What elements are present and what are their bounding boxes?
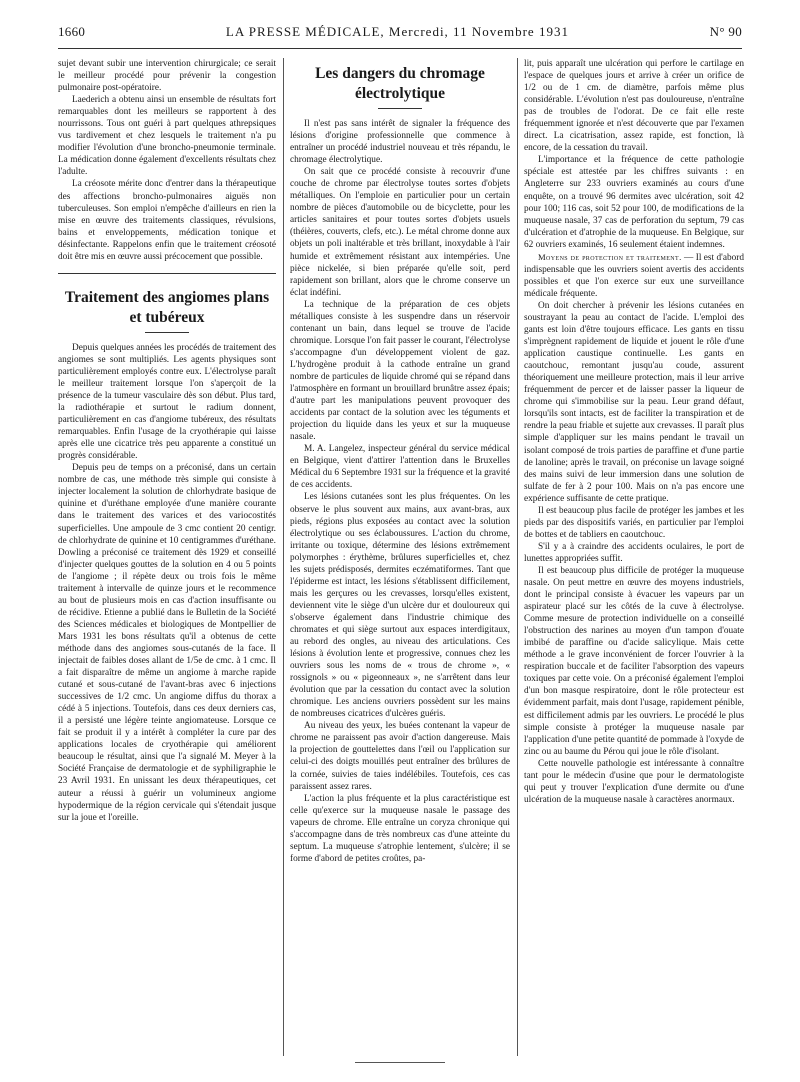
paragraph: Cette nouvelle pathologie est intéressante à connaître tant pour le médecin d'usine que pour le dermatologiste qui peut y trouver l'explication d'une dermite ou d'une ulcération de la muqueuse nasale à caractères anormaux. <box>524 758 744 805</box>
paragraph: Il est beaucoup plus difficile de protéger la muqueuse nasale. On peut mettre en œuvre des moyens industriels, dont le principal consiste à évacuer les vapeurs par un aspirateur placé sur les côtés de la cuve à électrolyse. Comme mesure de protection individuelle on a conseillé l'obstruction des narines au moyen d'un tampon d'ouate imbibé de paraffine ou d'acide salicylique. Mais cette méthode a le grave inconvénient de forcer l'ouvrier à la respiration buccale et de faciliter l'absorption des vapeurs toxiques par cette voie. On a préconisé également l'emploi d'un bon masque respiratoire, dont le rôle protecteur est évidemment parfait, mais dont l'usage, rapidement pénible, est difficilement admis par les ouvriers. Le procédé le plus simple consiste à protéger la muqueuse nasale par l'application d'une petite quantité de pommade à l'oxyde de zinc ou au baume du Pérou qui joue le rôle d'isolant. <box>524 565 744 757</box>
paragraph-with-subhead: Moyens de protection et traitement. — Il est d'abord indispensable que les ouvriers soient avertis des accidents possibles et que l'on exerce sur eux une surveillance médicale fréquente. <box>524 251 744 299</box>
running-title: LA PRESSE MÉDICALE, Mercredi, 11 Novembre 1931 <box>225 24 569 39</box>
column-rule-2 <box>517 58 518 1056</box>
column-rule-1 <box>283 58 284 1056</box>
paragraph: lit, puis apparaît une ulcération qui perfore le cartilage en l'espace de quelques jours et arrive à créer un orifice de 1/2 ou de 1 cm. de diamètre, parfois même plus considérable. L'évolution n'est pas douloureuse, n'entraîne pas de troubles de l'odorat. De ce fait elle reste fréquemment ignorée et n'est découverte que par l'examen direct. La cicatrisation, assez rapide, est fonction, là encore, de la cessation du travail. <box>524 59 744 154</box>
paragraph: Depuis quelques années les procédés de traitement des angiomes se sont multipliés. Les agents physiques sont particulièrement employés contre eux. L'électrolyse paraît le meilleur traitement lorsque l'on s'aperçoit de la présence de la tumeur vasculaire dès son début. Plus tard, la radiothérapie et surtout le radium donnent, particulièrement en cas d'angiome tubéreux, des résultats remarquables. Enfin l'usage de la cryothérapie qui laisse après elle une cicatrice très peu apparente a constitué un progrès considérable. <box>58 342 276 462</box>
bottom-rule <box>355 1062 445 1063</box>
article-title-angiomes: Traitement des angiomes plans et tubéreux <box>64 288 270 326</box>
paragraph: On sait que ce procédé consiste à recouvrir d'une couche de chrome par électrolyse toutes sortes d'objets métalliques. On l'emploie en particulier pour un certain nombre de pièces d'automobile ou de bicyclette, pour les articles sanitaires et pour toutes sortes d'objets usuels (théières, couverts, clefs, etc.). Le métal chrome donne aux objets un poli inaltérable et très brillant, inoxydable à l'air humide et extrêmement résistant aux intempéries. Une pièce nickelée, si bien préparée qu'elle soit, perd rapidement son brillant, alors que le chrome conserve un éclat indéfini. <box>290 167 510 298</box>
article-separator <box>58 273 276 274</box>
paragraph: Les lésions cutanées sont les plus fréquentes. On les observe le plus souvent aux mains, aux avant-bras, aux pieds, régions plus exposées au contact avec la solution électrolytique ou ses éclaboussures. L'action du chrome, irritante ou toxique, détermine des lésions extrêmement polymorphes : érythème, brûlures superficielles et, chez les sujets prédisposés, dermites eczématiformes. Tant que l'épiderme est intact, les lésions s'établissent difficilement, mais les gerçures ou les crevasses, lorsqu'elles existent, deviennent vite le siège d'un ulcère dur et douloureux qui s'observe également dans l'industrie chimique des chromates et qui siège surtout aux espaces interdigitaux, au rebord des ongles, au niveau des articulations. Ces lésions à évolution lente et progressive, connues chez les ouvriers sous les noms de « trous de chrome », « rossignols » ou « pigeonneaux », ne s'arrêtent dans leur évolution que par la cessation du contact avec la solution chromique. Les anciens ouvriers possèdent sur les mains de nombreuses cicatrices d'ulcères guéris. <box>290 492 510 720</box>
paragraph: On doit chercher à prévenir les lésions cutanées en soustrayant la peau au contact de l'acide. L'emploi des gants est loin d'être toujours efficace. Les gants en tissu s'imprègnent rapidement de liquide et jouent le rôle d'une application caustique continuelle. Les gants en caoutchouc, remontant jusqu'au coude, assurent théoriquement une meilleure protection, mais il leur arrive fréquemment de percer et de laisser passer la liqueur de chrome qui s'immobilise sur la peau. Leur grand défaut, lorsqu'ils sont intacts, est de faciliter la transpiration et de rendre la peau friable et sujette aux crevasses. Il paraît plus simple d'appliquer sur les mains pendant le travail un isolant composé de trois parties de paraffine et d'une partie de lanoline; après le travail, on préconise un lavage soigné des mains suivi de leur immersion dans une solution de sulfate de fer à 2 pour 100. Mais on n'a pas encore une expérience suffisante de cette pratique. <box>524 300 744 504</box>
paragraph: La créosote mérite donc d'entrer dans la thérapeutique des affections broncho-pulmonaires aiguës non tuberculeuses. Son emploi n'empêche d'ailleurs en rien la mise en œuvre des traitements classiques, révulsions, bains et enveloppements, médication tonique et désinfectante. Rappelons enfin que le traitement créosoté doit être mis en œuvre aussi précocement que possible. <box>58 179 276 262</box>
paragraph: L'action la plus fréquente et la plus caractéristique est celle qu'exerce sur la muqueuse nasale le passage des vapeurs de chrome. Elle entraîne un coryza chronique qui s'accompagne dans de très nombreux cas d'une atteinte du septum. La muqueuse s'atrophie lentement, s'ulcère; il se forme d'abord de petites croûtes, pa- <box>290 793 510 864</box>
paragraph: Il n'est pas sans intérêt de signaler la fréquence des lésions d'origine professionnelle que commence à entraîner un procédé industriel nouveau et très répandu, le chromage électrolytique. <box>290 119 510 166</box>
header-rule <box>58 48 742 49</box>
paragraph: S'il y a à craindre des accidents oculaires, le port de lunettes appropriées suffit. <box>524 541 744 564</box>
page-number: 1660 <box>58 24 86 39</box>
paragraph: M. A. Langelez, inspecteur général du service médical en Belgique, vient d'attirer l'attention dans le Bruxelles Médical du 6 Septembre 1931 sur la fréquence et la gravité de ces accidents. <box>290 444 510 491</box>
running-header <box>58 24 742 46</box>
paragraph: Il est beaucoup plus facile de protéger les jambes et les pieds par des dispositifs variés, en particulier par l'emploi de bottes et de tabliers en caoutchouc. <box>524 505 744 540</box>
paragraph: sujet devant subir une intervention chirurgicale; ce serait le meilleur procédé pour prévenir la congestion pulmonaire post-opératoire. <box>58 59 276 94</box>
paragraph: Laederich a obtenu ainsi un ensemble de résultats fort remarquables dont les meilleurs se rapportent à des nourrissons. Tous ont guéri à part quelques athrepsiques vus tardivement et chez lesquels le traitement n'a pu modifier l'évolution d'une broncho-pneumonie terminale. La médication donne également d'excellents résultats chez l'adulte. <box>58 95 276 178</box>
paragraph: La technique de la préparation de ces objets métalliques consiste à les suspendre dans un réservoir contenant un bain, dans lequel se trouve de l'acide chromique. Lorsque l'on fait passer le courant, l'électrolyse s'accompagne d'un développement violent de gaz. L'hydrogène produit à la cathode entraîne un grand nombre de particules de liquide chromé qui se répand dans l'atmosphère en formant un brouillard brunâtre assez épais; d'autre part les manipulations peuvent provoquer des accidents par contact de la solution avec les téguments et projection du liquide dans les yeux et sur la muqueuse nasale. <box>290 299 510 443</box>
paragraph: Depuis peu de temps on a préconisé, dans un certain nombre de cas, une méthode très simple qui consiste à injecter localement la solution de chlorhydrate basique de quinine et d'uréthane employée d'une manière courante dans le traitement des varices et des variocostités superficielles. Une ampoule de 3 cmc contient 20 centigr. de chlorhydrate de quinine et 10 centigrammes d'uréthane. Dowling a préconisé ce traitement dès 1929 et conseillé d'injecter quelques gouttes de la solution en 4 ou 5 points de l'angiome ; il répète deux ou trois fois le même traitement à intervalle de quinze jours et le recommence au bout de plusieurs mois en cas d'action insuffisante ou de récidive. Etienne a publié dans le Bulletin de la Société des Sciences médicales et biologiques de Montpellier de Mars 1931 les bons résultats qu'il a obtenus de cette méthode dans des angiomes sous-cutanés de la face. Il injectait de faibles doses allant de 1/5e de cmc. à 1 cmc. Il a fait disparaître de même un angiome à marche rapide cutané et sous-cutané de l'avant-bras avec 6 injections successives de 1/2 cmc. Un angiome diffus du thorax a cédé à 5 injections. Toutefois, dans ces deux derniers cas, il a persisté une légère teinte angiomateuse. Lorsque ce fait se produit il y a intérêt à compléter la cure par des applications locales de cryothérapie qui améliorent beaucoup le résultat, ainsi que l'a signalé M. Meyer à la Société Française de dermatologie et de syphiligraphie le 23 Avril 1931. En unissant les deux thérapeutiques, cet auteur a réussi à guérir un volumineux angiome hypodermique de la région cervicale qui s'étendait jusque sur la joue et l'oreille. <box>58 463 276 823</box>
paragraph: L'importance et la fréquence de cette pathologie spéciale est attestée par les chiffres suivants : en Angleterre sur 233 ouvriers examinés au cours d'une enquête, on a trouvé 96 dermites avec ulcération, soit 42 pour 100; 116 cas, soit 52 pour 100, de modifications de la muqueuse nasale, 37 cas de perforation du septum, 79 cas d'ulcération et d'atrophie de la muqueuse. En Belgique, sur 62 ouvriers examinés, 16 seulement étaient indemnes. <box>524 155 744 250</box>
title-rule <box>378 108 422 109</box>
issue-number: N° 90 <box>709 24 742 39</box>
paragraph: Au niveau des yeux, les buées contenant la vapeur de chrome ne paraissent pas avoir d'action dangereuse. Mais la projection de gouttelettes dans l'œil ou l'application sur celui-ci des doigts mouillés peut entraîner des brûlures de la cornée, suivies de taies indélébiles. Toutefois, ces cas paraissent assez rares. <box>290 721 510 792</box>
section-subhead: Moyens de protection et traitement. <box>538 251 682 262</box>
column-middle <box>290 58 510 1056</box>
paragraph-text: Il est d'abord indispensable que les ouvriers soient avertis des accidents possibles et que l'on exerce sur eux une surveillance médicale fréquente. <box>524 252 744 299</box>
column-right <box>524 58 744 1056</box>
article-title-chromage: Les dangers du chromage électrolytique <box>315 65 485 102</box>
column-left <box>58 58 276 1056</box>
title-rule <box>145 332 189 333</box>
